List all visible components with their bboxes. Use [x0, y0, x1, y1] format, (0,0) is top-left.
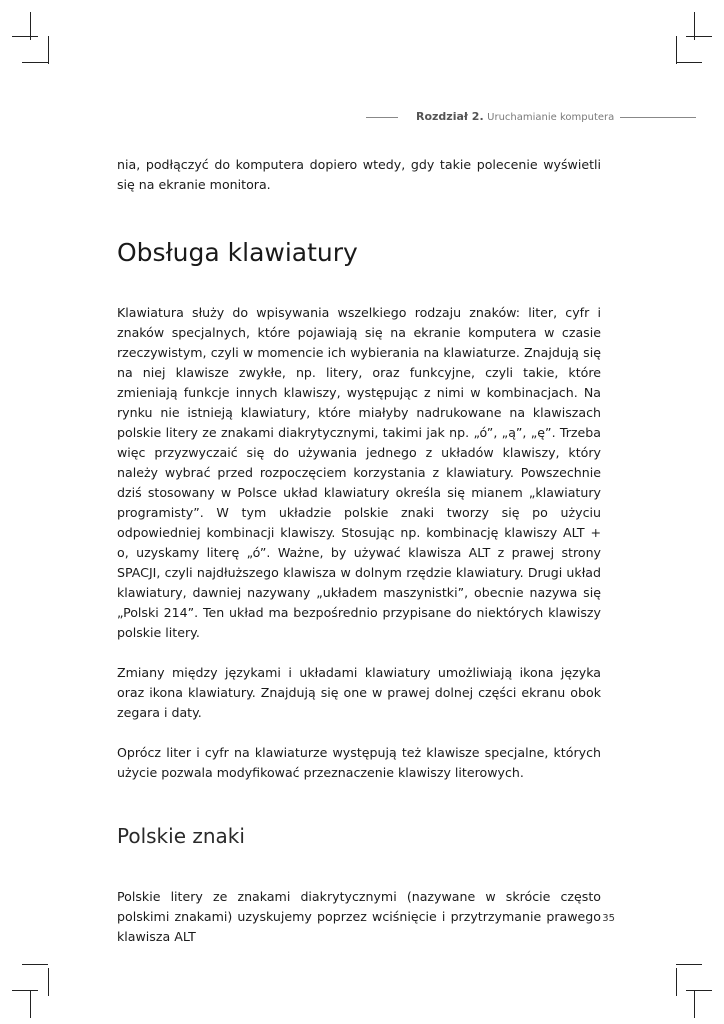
running-header	[366, 110, 696, 126]
crop-mark	[676, 964, 702, 965]
crop-mark	[30, 12, 31, 40]
body-paragraph: Zmiany między językami i układami klawiatury umożliwiają ikona języka oraz ikona klawiatury. Znajdują się one w prawej dolnej części ekranu obok zegara i daty.	[117, 665, 601, 720]
page-number: 35	[602, 913, 615, 924]
header-rule-left	[366, 117, 398, 118]
crop-mark	[686, 990, 712, 991]
section-heading: Obsługa klawiatury	[117, 238, 358, 267]
crop-mark	[694, 12, 695, 40]
crop-mark	[12, 990, 38, 991]
crop-mark	[676, 62, 702, 63]
crop-mark	[686, 36, 712, 37]
crop-mark	[694, 990, 695, 1018]
crop-mark	[30, 990, 31, 1018]
chapter-number: Rozdział 2.	[416, 110, 484, 123]
crop-mark	[48, 968, 49, 996]
body-paragraph: Oprócz liter i cyfr na klawiaturze występują też klawisze specjalne, których użycie pozwala modyfikować przeznaczenie klawiszy literowych.	[117, 745, 601, 780]
crop-mark	[22, 62, 48, 63]
crop-mark	[676, 36, 677, 64]
page-content	[117, 155, 601, 947]
crop-mark	[676, 968, 677, 996]
body-paragraph: Polskie litery ze znakami diakrytycznymi (nazywane w skrócie często polskimi znakami) uzyskujemy poprzez wciśnięcie i przytrzymanie prawego klawisza ALT	[117, 889, 601, 944]
header-text	[416, 110, 614, 123]
chapter-title: Uruchamianie komputera	[487, 112, 615, 123]
crop-mark	[22, 964, 48, 965]
subsection-heading: Polskie znaki	[117, 824, 245, 848]
body-paragraph: Klawiatura służy do wpisywania wszelkiego rodzaju znaków: liter, cyfr i znaków specjalnych, które pojawiają się na ekranie komputera w czasie rzeczywistym, czyli w momencie ich wybierania na klawiaturze. Znajdują się na niej klawisze zwykłe, np. litery, oraz funkcyjne, czyli takie, które zmieniają funkcje innych klawiszy, występując z nimi w kombinacjach. Na rynku nie istnieją klawiatury, które miałyby nadrukowane na klawiszach polskie litery ze znakami diakrytycznymi, takimi jak np. „ó”, „ą”, „ę”. Trzeba więc przyzwyczaić się do używania jednego z układów klawiszy, który należy wybrać przed rozpoczęciem korzystania z klawiatury. Powszechnie dziś stosowany w Polsce układ klawiatury określa się mianem „klawiatury programisty”. W tym układzie polskie znaki tworzy się po użyciu odpowiedniej kombinacji klawiszy. Stosując np. kombinację klawiszy ALT + o, uzyskamy literę „ó”. Ważne, by używać klawisza ALT z prawej strony SPACJI, czyli najdłuższego klawisza w dolnym rzędzie klawiatury. Drugi układ klawiatury, dawniej nazywany „układem maszynistki”, obecnie nazywa się „Polski 214”. Ten układ ma bezpośrednio przypisane do niektórych klawiszy polskie litery.	[117, 305, 601, 640]
header-rule-right	[620, 117, 696, 118]
intro-paragraph: nia, podłączyć do komputera dopiero wtedy, gdy takie polecenie wyświetli się na ekranie monitora.	[117, 157, 601, 192]
crop-mark	[48, 36, 49, 64]
crop-mark	[12, 36, 38, 37]
